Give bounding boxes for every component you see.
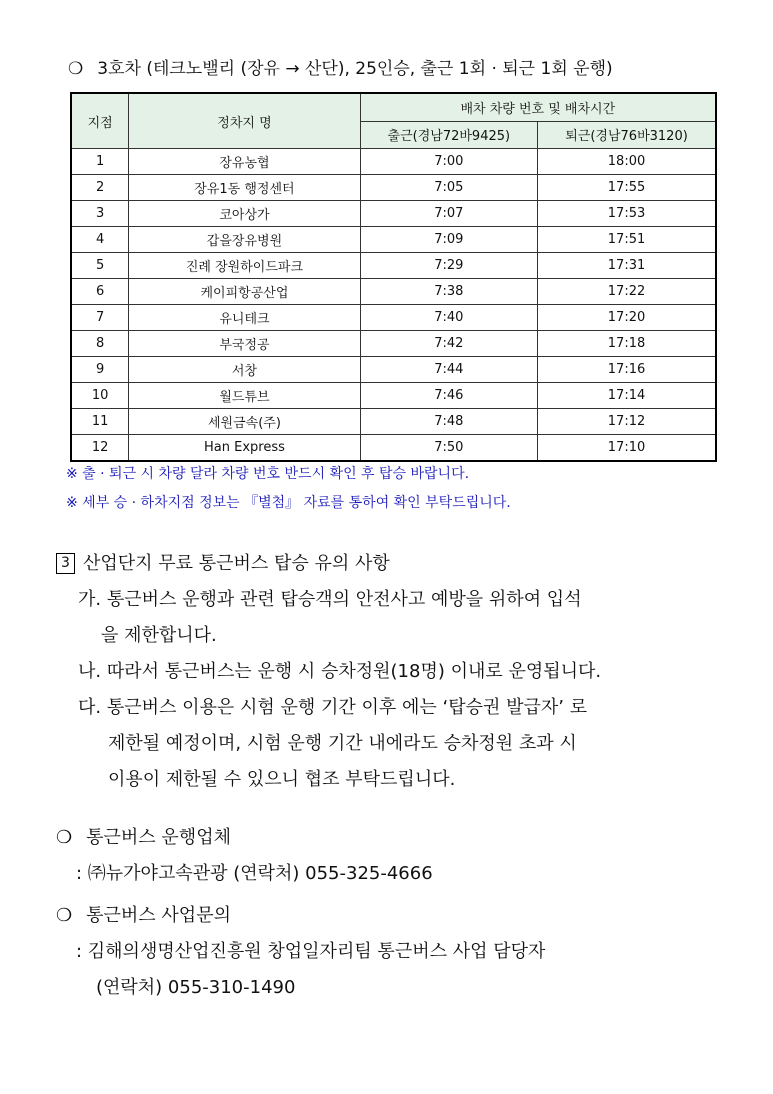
cell-stop-name: 코아상가 [129, 201, 360, 227]
table-row [71, 409, 716, 435]
operator-title-row [56, 820, 433, 856]
inquiry-contact: (연락처) 055-310-1490 [96, 977, 296, 998]
cell-stop-number: 11 [71, 409, 129, 435]
cell-stop-name: 케이피항공산업 [129, 279, 360, 305]
cell-stop-name: 월드튜브 [129, 383, 360, 409]
heading-text: 3호차 (테크노밸리 (장유 → 산단), 25인승, 출근 1회 · 퇴근 1회 운행) [97, 59, 613, 79]
cell-stop-name: 장유농협 [129, 149, 360, 175]
table-row [71, 227, 716, 253]
cell-stop-name: 서창 [129, 357, 360, 383]
header-stop-name: 정차지 명 [129, 93, 360, 149]
cell-stop-name: 장유1동 행정센터 [129, 175, 360, 201]
cell-evening-time: 17:51 [538, 227, 716, 253]
cell-morning-time: 7:46 [360, 383, 537, 409]
item-da: 다. 통근버스 이용은 시험 운행 기간 이후 에는 ‘탑승권 발급자’ 로 [78, 697, 588, 718]
operator-contact: : ㈜뉴가야고속관광 (연락처) 055-325-4666 [76, 863, 433, 884]
cell-stop-number: 10 [71, 383, 129, 409]
cell-morning-time: 7:07 [360, 201, 537, 227]
notice-block [66, 460, 511, 518]
item-da-cont-2: 이용이 제한될 수 있으니 협조 부탁드립니다. [108, 769, 456, 790]
circle-bullet-icon: ❍ [56, 905, 73, 926]
section-3-title: 산업단지 무료 통근버스 탑승 유의 사항 [83, 553, 390, 574]
operator-block [56, 820, 433, 892]
cell-morning-time: 7:50 [360, 435, 537, 462]
operator-title: 통근버스 운행업체 [86, 827, 231, 848]
cell-stop-name: 진례 장원하이드파크 [129, 253, 360, 279]
cell-morning-time: 7:09 [360, 227, 537, 253]
cell-evening-time: 17:12 [538, 409, 716, 435]
table-row [71, 357, 716, 383]
inquiry-org: : 김해의생명산업진흥원 창업일자리팀 통근버스 사업 담당자 [76, 941, 546, 962]
cell-evening-time: 17:20 [538, 305, 716, 331]
header-morning: 출근(경남72바9425) [360, 121, 537, 149]
cell-stop-number: 9 [71, 357, 129, 383]
header-evening: 퇴근(경남76바3120) [538, 121, 716, 149]
cell-stop-name: Han Express [129, 435, 360, 462]
cell-morning-time: 7:05 [360, 175, 537, 201]
item-da-cont-1: 제한될 예정이며, 시험 운행 기간 내에라도 승차정원 초과 시 [108, 733, 577, 754]
item-na: 나. 따라서 통근버스는 운행 시 승차정원(18명) 이내로 운영됩니다. [78, 661, 602, 682]
cell-evening-time: 17:55 [538, 175, 716, 201]
cell-stop-number: 12 [71, 435, 129, 462]
circle-bullet-icon: ❍ [68, 59, 84, 79]
cell-stop-number: 3 [71, 201, 129, 227]
header-stop: 지점 [71, 93, 129, 149]
table-row [71, 331, 716, 357]
cell-morning-time: 7:38 [360, 279, 537, 305]
cell-morning-time: 7:42 [360, 331, 537, 357]
section-3-title-row [56, 546, 601, 582]
cell-evening-time: 17:16 [538, 357, 716, 383]
cell-stop-name: 세원금속(주) [129, 409, 360, 435]
item-ga: 가. 통근버스 운행과 관련 탑승객의 안전사고 예방을 위하여 입석 [78, 589, 582, 610]
bus-schedule-table [70, 92, 717, 462]
cell-morning-time: 7:40 [360, 305, 537, 331]
section-3 [56, 546, 601, 798]
cell-evening-time: 17:10 [538, 435, 716, 462]
table-body [71, 149, 716, 462]
cell-evening-time: 17:53 [538, 201, 716, 227]
cell-stop-number: 6 [71, 279, 129, 305]
inquiry-title-row [56, 898, 545, 934]
table-row [71, 383, 716, 409]
cell-evening-time: 17:22 [538, 279, 716, 305]
cell-morning-time: 7:29 [360, 253, 537, 279]
table-row [71, 149, 716, 175]
cell-stop-number: 8 [71, 331, 129, 357]
notice-2: ※ 세부 승 · 하차지점 정보는 『별첨』 자료를 통하여 확인 부탁드립니다. [66, 495, 511, 511]
cell-evening-time: 17:18 [538, 331, 716, 357]
table-row [71, 253, 716, 279]
cell-morning-time: 7:00 [360, 149, 537, 175]
cell-stop-name: 갑을장유병원 [129, 227, 360, 253]
cell-stop-name: 부국정공 [129, 331, 360, 357]
circle-bullet-icon: ❍ [56, 827, 73, 848]
table-row [71, 201, 716, 227]
notice-1: ※ 출 · 퇴근 시 차량 달라 차량 번호 반드시 확인 후 탑승 바랍니다. [66, 466, 470, 482]
table-row [71, 279, 716, 305]
section-heading [68, 54, 613, 79]
table-row [71, 435, 716, 462]
inquiry-block [56, 898, 545, 1006]
cell-stop-name: 유니테크 [129, 305, 360, 331]
cell-stop-number: 1 [71, 149, 129, 175]
cell-morning-time: 7:44 [360, 357, 537, 383]
inquiry-title: 통근버스 사업문의 [86, 905, 231, 926]
cell-morning-time: 7:48 [360, 409, 537, 435]
table-row [71, 305, 716, 331]
item-ga-cont: 을 제한합니다. [101, 625, 217, 646]
cell-stop-number: 2 [71, 175, 129, 201]
cell-stop-number: 4 [71, 227, 129, 253]
table-row [71, 175, 716, 201]
section-number-box: 3 [56, 553, 75, 574]
header-dispatch: 배차 차량 번호 및 배차시간 [360, 93, 716, 121]
cell-evening-time: 17:14 [538, 383, 716, 409]
cell-evening-time: 18:00 [538, 149, 716, 175]
cell-stop-number: 7 [71, 305, 129, 331]
cell-evening-time: 17:31 [538, 253, 716, 279]
cell-stop-number: 5 [71, 253, 129, 279]
